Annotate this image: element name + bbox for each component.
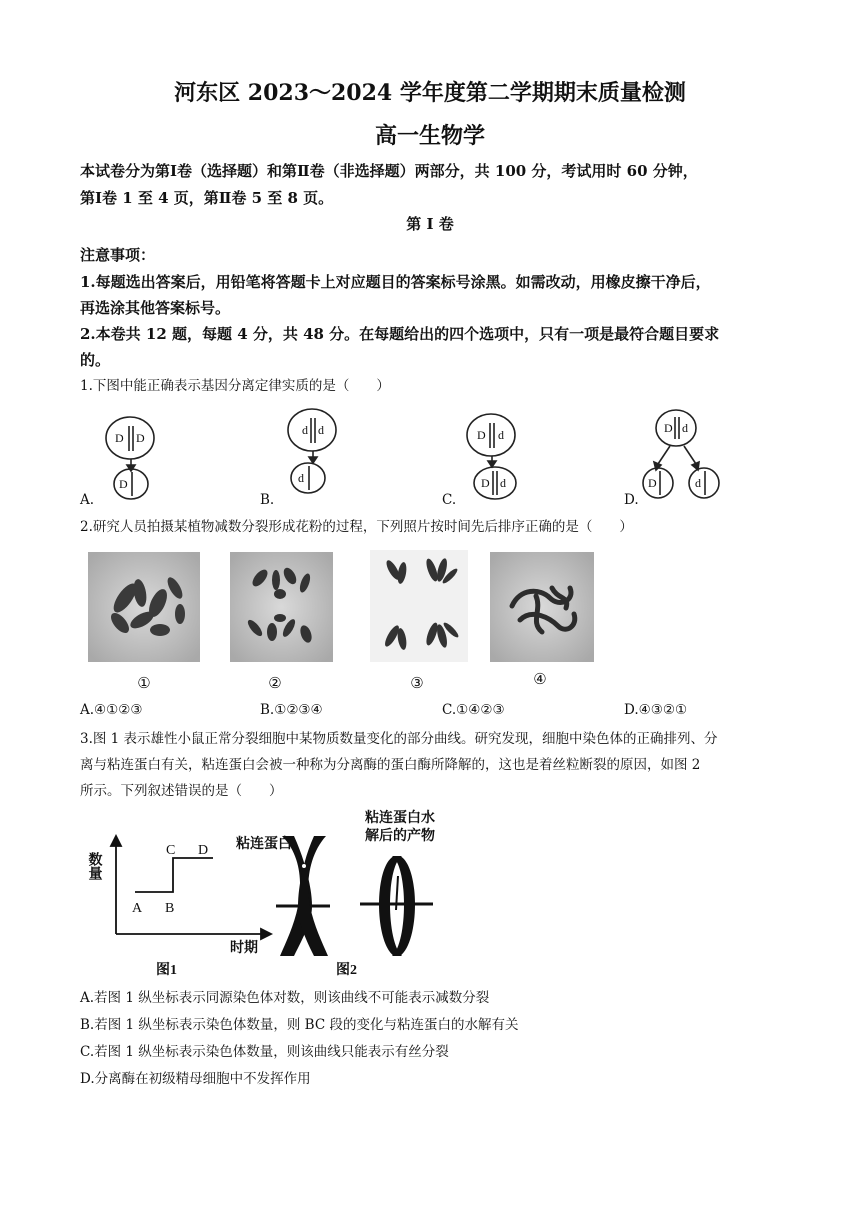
q1-a-gene-2: D — [136, 431, 145, 445]
intro-line-1: 本试卷分为第Ⅰ卷（选择题）和第Ⅱ卷（非选择题）两部分，共 100 分，考试用时 60 分钟， — [80, 162, 698, 180]
q1-a-gene-3: D — [119, 477, 128, 491]
exam-title: 河东区 2023～2024 学年度第二学期期末质量检测 — [174, 80, 686, 106]
q2-photo-4 — [490, 552, 594, 662]
q1-b-gene-3: d — [298, 471, 304, 485]
q1-c-gene-1: D — [477, 428, 486, 442]
q1-b-gene-2: d — [318, 423, 324, 437]
q1-d-gene-2: d — [682, 421, 688, 435]
q2-option-c: C.①④②③ — [442, 702, 505, 718]
intro-line-2: 第Ⅰ卷 1 至 4 页，第Ⅱ卷 5 至 8 页。 — [80, 189, 334, 207]
q1-stem: 1.下图中能正确表示基因分离定律实质的是（ ） — [80, 378, 390, 394]
q2-photo-1 — [88, 552, 200, 662]
q2-option-b: B.①②③④ — [260, 702, 323, 718]
q3-figure-2 — [276, 836, 433, 956]
notice-1a: 1.每题选出答案后，用铅笔将答题卡上对应题目的答案标号涂黑。如需改动，用橡皮擦干净后， — [80, 273, 711, 291]
q1-a-gene-1: D — [115, 431, 124, 445]
q2-photo-label-2: ② — [268, 676, 282, 692]
q3-fig2-label-right-2: 解后的产物 — [365, 829, 435, 844]
q2-stem: 2.研究人员拍摄某植物减数分裂形成花粉的过程，下列照片按时间先后排序正确的是（ ） — [80, 519, 633, 535]
q3-fig1-point-a: A — [132, 901, 143, 916]
part1-heading: 第 I 卷 — [406, 215, 454, 233]
q2-photo-label-1: ① — [137, 676, 151, 692]
q3-stem-a: 3.图 1 表示雄性小鼠正常分裂细胞中某物质数量变化的部分曲线。研究发现，细胞中染色体的正确排列、分 — [80, 731, 718, 747]
q1-c-gene-2: d — [498, 428, 504, 442]
q3-fig1-xlabel: 时期 — [230, 941, 258, 956]
q1-option-a: A. — [80, 492, 95, 508]
q3-figures — [80, 806, 460, 984]
q3-fig1-point-b: B — [165, 901, 175, 916]
q1-d-gene-3: D — [648, 476, 657, 490]
q3-option-a: A.若图 1 纵坐标表示同源染色体对数，则该曲线不可能表示减数分裂 — [80, 990, 490, 1006]
q2-photo-3 — [370, 550, 468, 662]
q3-fig2-label-right-1: 粘连蛋白水 — [365, 811, 435, 826]
q1-c-gene-3: D — [481, 476, 490, 490]
notice-2a: 2.本卷共 12 题，每题 4 分，共 48 分。在每题给出的四个选项中，只有一项是最符合题目要求 — [80, 325, 720, 343]
q2-photo-label-4: ④ — [533, 672, 547, 688]
q1-d-gene-1: D — [664, 421, 673, 435]
q2-photo-2 — [230, 552, 333, 662]
notice-1b: 再选涂其他答案标号。 — [80, 299, 231, 317]
q1-figure-b — [288, 409, 336, 493]
notice-2b: 的。 — [80, 351, 111, 369]
q3-option-c: C.若图 1 纵坐标表示染色体数量，则该曲线只能表示有丝分裂 — [80, 1044, 449, 1060]
q1-c-gene-4: d — [500, 476, 506, 490]
q1-d-gene-4: d — [695, 476, 701, 490]
q1-figure-c — [467, 414, 516, 499]
q1-option-c: C. — [442, 492, 457, 508]
q2-option-a: A.④①②③ — [80, 702, 143, 718]
q3-option-d: D.分离酶在初级精母细胞中不发挥作用 — [80, 1071, 311, 1087]
q3-fig1-point-d: D — [198, 843, 209, 858]
q1-option-b: B. — [260, 492, 275, 508]
q3-fig2-label-left: 粘连蛋白 — [236, 837, 292, 852]
q1-figures — [80, 408, 780, 512]
q3-fig1-point-c: C — [166, 843, 176, 858]
q3-fig2-caption: 图2 — [336, 963, 357, 978]
q2-photos — [80, 548, 620, 698]
q3-stem-c: 所示。下列叙述错误的是（ ） — [80, 783, 283, 799]
q3-stem-b: 离与粘连蛋白有关，粘连蛋白会被一种称为分离酶的蛋白酶所降解的，这也是着丝粒断裂的原因，如图 2 — [80, 757, 701, 773]
notice-title: 注意事项： — [80, 246, 156, 264]
q1-option-d: D. — [624, 492, 639, 508]
q1-figure-a — [106, 417, 154, 499]
q3-fig1-caption: 图1 — [156, 963, 177, 978]
q1-b-gene-1: d — [302, 423, 308, 437]
q3-fig1-ylabel: 数量 — [86, 852, 102, 880]
q2-photo-label-3: ③ — [410, 676, 424, 692]
q2-option-d: D.④③②① — [624, 702, 688, 718]
subject-title: 高一生物学 — [374, 123, 485, 149]
q3-option-b: B.若图 1 纵坐标表示染色体数量，则 BC 段的变化与粘连蛋白的水解有关 — [80, 1017, 519, 1033]
